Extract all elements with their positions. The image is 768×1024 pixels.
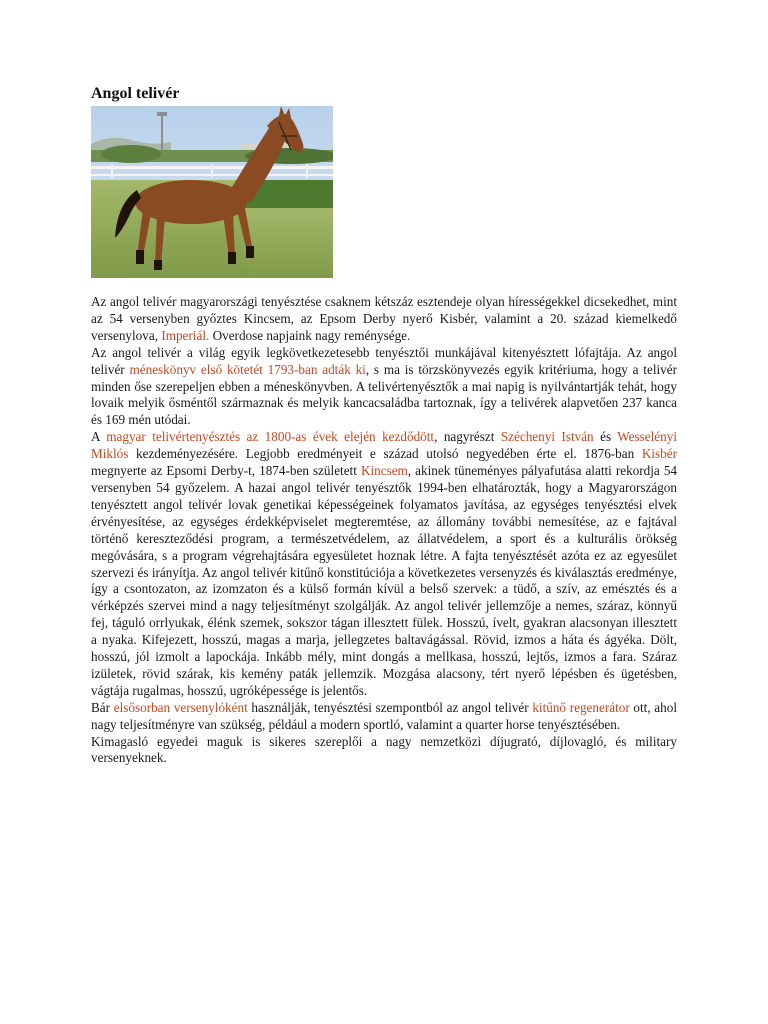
- inline-link[interactable]: méneskönyv első kötetét 1793-ban adták ki: [129, 361, 366, 377]
- inline-link[interactable]: kitűnő regenerátor: [532, 699, 630, 715]
- paragraph-text: Az angol telivér magyarországi tenyésztése csaknem kétszáz esztendeje olyan hírességekkel dicsekedhet, mint az 54 versenyben győztes Kincsem, az Epsom Derby nyerő Kisbér, valamint a 20. század kiemelkedő versenylova,: [91, 294, 677, 343]
- inline-link[interactable]: Kincsem: [360, 463, 408, 479]
- paragraph-text: , nagyrészt: [434, 429, 501, 445]
- inline-link[interactable]: Wesselényi Miklós: [91, 429, 678, 462]
- paragraph: [91, 294, 677, 345]
- paragraph-text: , s ma is törzskönyvezés egyik kritériuma, hogy a telivér minden őse szerepeljen ebben a méneskönyvben. A telivértenyésztők a mai napig is nyilvántartják tehát, hogy lovaik melyik ősméntől származnak és melyik kancacsaládba tartoznak, így a telivérek alapvetően 237 kanca és 169 mén utódai.: [91, 361, 677, 428]
- paragraph-text: kezdeményezésére. Legjobb eredményeit e század utolsó negyedében érte el. 1876-ban: [128, 446, 642, 462]
- paragraph-text: , akinek tüneményes pályafutása alatti rekordja 54 versenyben 54 győzelem. A hazai angol telivér tenyésztők 1994-ben elhatározták, hogy a Magyarországon tenyésztett angol telivér lovak genetikai képességeinek folyamatos javítása, az egységes tenyésztési elvek érvényesítése, az egységes érdekképviselet megteremtése, az állomány további nemesítése, az e fajtával történő kereszteződési program, a természetvédelem, az állatvédelem, a sport és a kulturális örökség megóvására, s a program végrehajtására egyesületet hoznak létre. A fajta tenyésztését azóta ez az egyesület szervezi és irányítja. Az angol telivér kitűnő konstitúciója a következetes versenyzés és kiválasztás eredménye, így a csontozaton, az izomzaton és a külső formán kívül a belső szervek: a tüdő, a szív, az emésztés és a vérképzés szervei mind a nagy teljesítményt szolgálják. Az angol telivér jellemzője a nemes, száraz, könnyű fej, táguló orrlyukak, élénk szemek, sokszor tágan illesztett fülek. Hosszú, ívelt, gyakran alacsonyan illesztett a nyaka. Kifejezett, hosszú, magas a marja, jellegzetes baltavágással. Rövid, izmos a háta és ágyéka. Dölt, hosszú, jól izmolt a lapockája. Inkább mély, mint dongás a mellkasa, hosszú, lejtős, izmos a fara. Száraz izületek, rövid szárak, kis kemény paták jellemzik. Mozgása alacsony, tért nyerő lépésben és ügetésben, vágtája rugalmas, hosszú, ugróképessége is jelentős.: [91, 463, 678, 698]
- paragraph-text: Bár: [91, 699, 114, 715]
- article-body: [91, 294, 677, 767]
- inline-link[interactable]: elsősorban versenylóként: [113, 699, 248, 715]
- paragraph: [91, 345, 677, 430]
- inline-link[interactable]: Széchenyi István: [500, 429, 594, 445]
- paragraph-text: Overdose napjaink nagy reménysége.: [209, 327, 411, 343]
- paragraph-text: ott, ahol nagy teljesítményre van szükség, például a modern sportló, valamint a quarter horse tenyésztésében.: [91, 699, 677, 732]
- inline-link[interactable]: magyar telivértenyésztés az 1800-as évek elején kezdődött: [106, 429, 435, 445]
- paragraph-text: megnyerte az Epsomi Derby-t, 1874-ben született: [91, 463, 361, 479]
- paragraph-text: Kimagasló egyedei maguk is sikeres szereplői a nagy nemzetközi díjugrató, díjlovagló, és military versenyeknek.: [91, 733, 677, 766]
- inline-link[interactable]: Kisbér: [641, 446, 677, 462]
- paragraph-text: és: [593, 429, 618, 445]
- paragraph-text: A: [91, 429, 107, 445]
- paragraph-text: használják, tenyésztési szempontból az angol telivér: [247, 699, 533, 715]
- paragraph: [91, 734, 677, 768]
- paragraph-text: Az angol telivér a világ egyik legkövetkezetesebb tenyésztői munkájával kitenyésztett lófajtája. Az angol telivér: [91, 344, 677, 377]
- paragraph: [91, 700, 677, 734]
- document-page: [91, 84, 677, 767]
- paragraph: [91, 429, 677, 700]
- page-title: Angol telivér: [91, 85, 180, 102]
- horse-photo: [91, 106, 333, 278]
- inline-link[interactable]: Imperiál.: [161, 327, 210, 343]
